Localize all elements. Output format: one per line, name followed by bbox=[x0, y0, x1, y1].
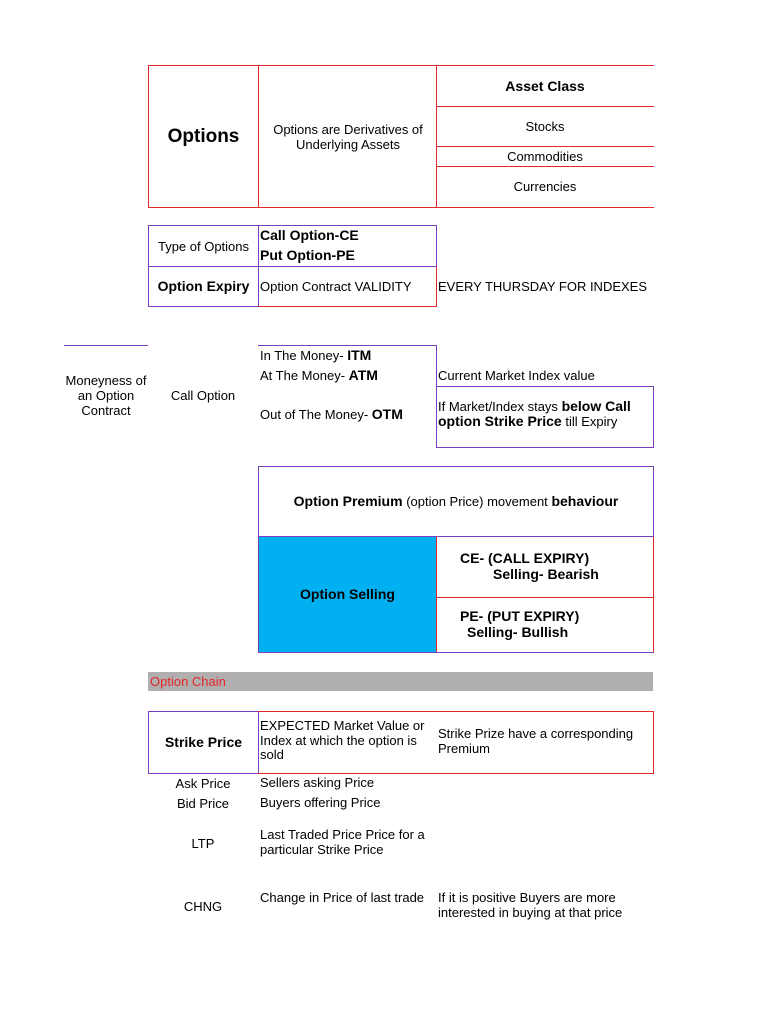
call-option-ce: Call Option-CE bbox=[260, 227, 359, 243]
atm-note: Current Market Index value bbox=[438, 368, 595, 383]
premium-heading bbox=[259, 467, 653, 536]
otm-note bbox=[438, 399, 652, 433]
otm-note-end: till Expiry bbox=[565, 414, 618, 429]
asset-class-currencies: Currencies bbox=[513, 178, 577, 194]
pe-line2: Selling- Bullish bbox=[467, 624, 569, 640]
otm-row bbox=[260, 405, 436, 425]
call-option-label: Call Option bbox=[170, 387, 236, 403]
option-chain-title: Option Chain bbox=[150, 674, 226, 689]
bid-price-label: Bid Price bbox=[176, 795, 230, 811]
options-description: Options are Derivatives of Underlying Assets bbox=[273, 121, 423, 152]
option-chain-header bbox=[148, 672, 653, 691]
strike-price-note: Strike Prize have a corresponding Premium bbox=[438, 726, 634, 756]
atm-prefix: At The Money- bbox=[260, 368, 346, 383]
bid-price-definition: Buyers offering Price bbox=[260, 795, 381, 810]
strike-price-definition: EXPECTED Market Value or Index at which the option is sold bbox=[260, 718, 425, 762]
otm-prefix: Out of The Money- bbox=[260, 407, 369, 422]
chng-definition: Change in Price of last trade bbox=[260, 890, 425, 905]
itm-row bbox=[260, 346, 436, 366]
pe-selling bbox=[437, 608, 653, 642]
option-expiry-label: Option Expiry bbox=[157, 278, 250, 294]
type-of-options-label: Type of Options bbox=[157, 238, 250, 254]
itm-prefix: In The Money- bbox=[260, 348, 344, 363]
option-contract-validity: Option Contract VALIDITY bbox=[260, 279, 412, 294]
premium-behaviour: behaviour bbox=[551, 493, 619, 509]
chng-note: If it is positive Buyers are more interested in buying at that price bbox=[438, 890, 623, 920]
option-selling-cell: Option Selling bbox=[259, 537, 436, 652]
pe-line1: PE- (PUT EXPIRY) bbox=[460, 608, 580, 624]
expiry-note: EVERY THURSDAY FOR INDEXES bbox=[438, 279, 648, 294]
otm-note-start: If Market/Index stays bbox=[438, 399, 558, 414]
otm-term: OTM bbox=[371, 406, 403, 422]
strike-price-label: Strike Price bbox=[164, 733, 243, 750]
options-title: Options bbox=[167, 126, 240, 147]
asset-class-commodities: Commodities bbox=[507, 149, 583, 164]
chng-label: CHNG bbox=[183, 898, 223, 914]
ce-line1: CE- (CALL EXPIRY) bbox=[460, 550, 590, 566]
moneyness-label: Moneyness of an Option Contract bbox=[65, 372, 147, 418]
ltp-label: LTP bbox=[191, 835, 215, 851]
asset-class-stocks: Stocks bbox=[525, 119, 565, 134]
itm-term: ITM bbox=[347, 347, 372, 363]
premium-bold: Option Premium bbox=[293, 493, 403, 509]
premium-normal: (option Price) movement bbox=[406, 494, 548, 509]
otm-note-bold: below Call option Strike Price bbox=[438, 398, 631, 429]
ask-price-label: Ask Price bbox=[175, 775, 231, 791]
atm-row bbox=[260, 366, 436, 386]
ce-line2: Selling- Bearish bbox=[493, 566, 599, 582]
atm-term: ATM bbox=[348, 367, 378, 383]
ce-selling bbox=[437, 550, 653, 584]
put-option-pe: Put Option-PE bbox=[260, 247, 355, 263]
ltp-definition: Last Traded Price Price for a particular Strike Price bbox=[260, 827, 425, 857]
asset-class-header: Asset Class bbox=[505, 77, 585, 94]
ask-price-definition: Sellers asking Price bbox=[260, 775, 375, 790]
moneyness-divider bbox=[64, 345, 148, 346]
